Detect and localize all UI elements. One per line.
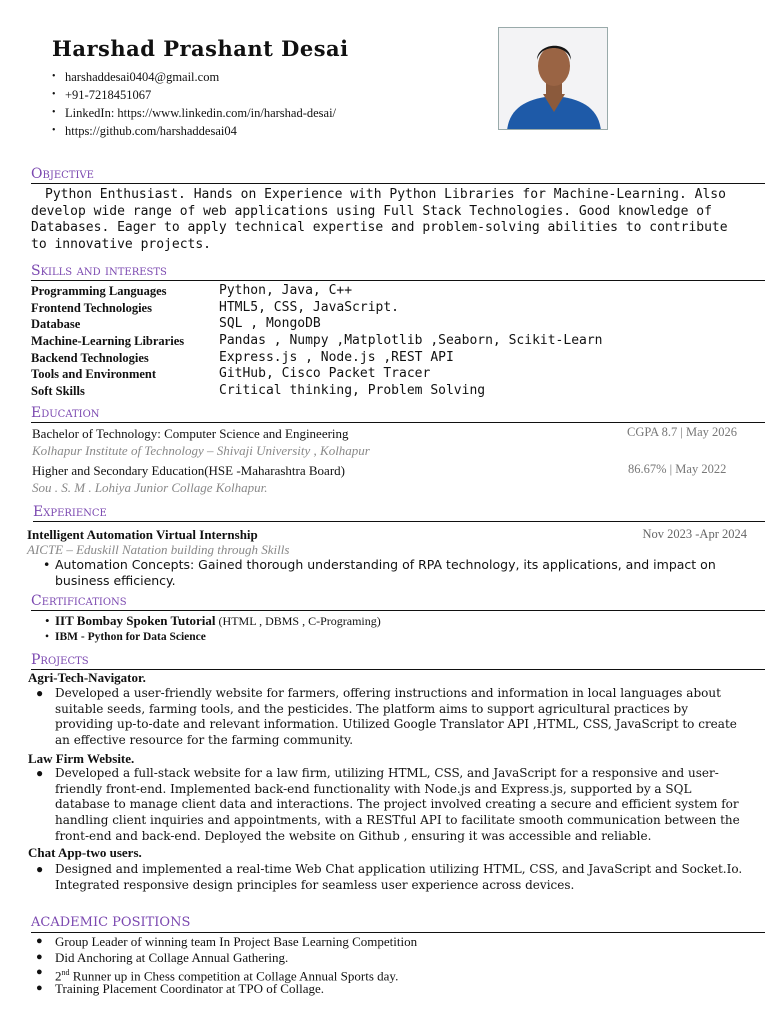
skill-label: Tools and Environment [31,367,157,382]
skill-label: Soft Skills [31,384,85,399]
academic-item [36,934,417,950]
experience-heading: Experience [33,503,765,522]
academic-text: Did Anchoring at Collage Annual Gathering. [55,949,289,965]
objective-body: Python Enthusiast. Hands on Experience with Python Libraries for Machine-Learning. Also develop wide range of web applications using Full Stack Technologies. Good knowledge of Databases. Eager to apply technical expertise and problem-solving abilities to contribute to innovative projects. [31,187,728,252]
skill-value: Pandas , Numpy ,Matplotlib ,Seaborn, Scikit-Learn [219,333,603,349]
email-link[interactable]: • harshaddesai0404@gmail.com [52,68,336,86]
experience-dates: Nov 2023 -Apr 2024 [642,527,747,541]
skill-label: Programming Languages [31,284,167,298]
certifications-heading: Certifications [31,592,765,611]
skill-value: Critical thinking, Problem Solving [219,383,486,399]
skills-heading: Skills and interests [31,262,765,281]
project-title: Agri-Tech-Navigator. [28,670,146,685]
certification-name: IBM - Python for Data Science [55,631,206,643]
degree-name: Higher and Secondary Education(HSE -Maharashtra Board) [32,463,345,478]
objective-heading: Objective [31,165,765,184]
skill-value: GitHub, Cisco Packet Tracer [219,366,431,382]
bullet-icon: ● [36,686,44,700]
academic-text-rest: Runner up in Chess competition at Collage Annual Sports day. [69,968,399,984]
certification-detail: (HTML , DBMS , C-Programing) [215,614,381,628]
degree-name: Bachelor of Technology: Computer Science and Engineering [32,426,349,441]
certification-item [45,629,381,645]
education-score: 86.67% | May 2022 [628,462,727,476]
institute-name: Kolhapur Institute of Technology – Shivaji University , Kolhapur [32,443,370,458]
linkedin-link[interactable]: • LinkedIn: https://www.linkedin.com/in/harshad-desai/ [52,104,336,122]
experience-organization: AICTE – Eduskill Natation building through Skills [27,542,290,557]
project-description: Designed and implemented a real-time Web Chat application utilizing HTML, CSS, and JavaScript and Socket.Io. Integrated responsive design principles for seamless user experience across devices. [55,862,743,892]
objective-text [31,187,731,253]
academic-item [36,981,417,997]
project-title: Chat App-two users. [28,845,142,860]
skill-label: Backend Technologies [31,350,149,365]
certification-name: IIT Bombay Spoken Tutorial [55,613,216,628]
bullet-icon: ● [36,766,44,780]
institute-name: Sou . S. M . Lohiya Junior Collage Kolhapur. [32,480,268,495]
academic-heading: ACADEMIC POSITIONS [31,914,765,933]
academic-list [36,934,417,997]
profile-photo [498,27,608,130]
project-description: Developed a full-stack website for a law firm, utilizing HTML, CSS, and JavaScript for a responsive and user-friendly front-end. Implemented back-end functionality with Node.js and Express.js, supported by a SQL database to manage client data and interactions. The project involved creating a secure and efficient system for handling client inquiries and appointments, with a RESTful API to facilitate smooth communication between the front-end and back-end. Deployed the website on Github , ensuring it was accessible and reliable. [55,766,740,843]
skill-label: Database [31,317,81,332]
education-heading: Education [31,404,765,423]
education-score: CGPA 8.7 | May 2026 [627,425,738,439]
skill-value: HTML5, CSS, JavaScript. [219,299,400,315]
skill-value: Express.js , Node.js ,REST API [219,349,454,365]
skill-value: Python, Java, C++ [219,283,353,298]
education-entry [32,462,744,496]
skill-label: Machine-Learning Libraries [31,334,185,349]
person-portrait-icon [499,28,608,130]
project-title: Law Firm Website. [28,751,135,766]
project-description: Developed a user-friendly website for farmers, offering instructions and information in local languages about suitable seeds, farming tools, and the pesticides. The platform aims to support agricultural practices by providing up-to-date and relevant information. Utilized Google Translator API ,HTML, CSS, JavaScript to create an effective resource for the farming community. [55,686,737,748]
experience-bullet: • Automation Concepts: Gained thorough understanding of RPA technology, its applications, and impact on business efficiency. [43,557,733,588]
skill-label: Frontend Technologies [31,300,152,315]
candidate-name: Harshad Prashant Desai [52,36,349,61]
phone-number: • +91-7218451067 [52,86,336,104]
academic-item [36,965,417,984]
skill-value: SQL , MongoDB [219,316,321,332]
certification-list [45,613,381,645]
ordinal-suffix: nd [61,968,70,978]
contact-list [52,68,336,140]
education-entry [32,425,744,459]
certification-item [45,613,381,629]
github-link[interactable]: • https://github.com/harshaddesai04 [52,122,336,140]
academic-text: Training Placement Coordinator at TPO of Collage. [55,981,324,997]
academic-item [36,950,417,966]
projects-heading: Projects [31,651,765,670]
bullet-icon: ● [36,862,44,876]
academic-text: Group Leader of winning team In Project Base Learning Competition [55,934,418,949]
experience-title: Intelligent Automation Virtual Internship [27,527,258,542]
academic-text: 2 [55,968,62,984]
